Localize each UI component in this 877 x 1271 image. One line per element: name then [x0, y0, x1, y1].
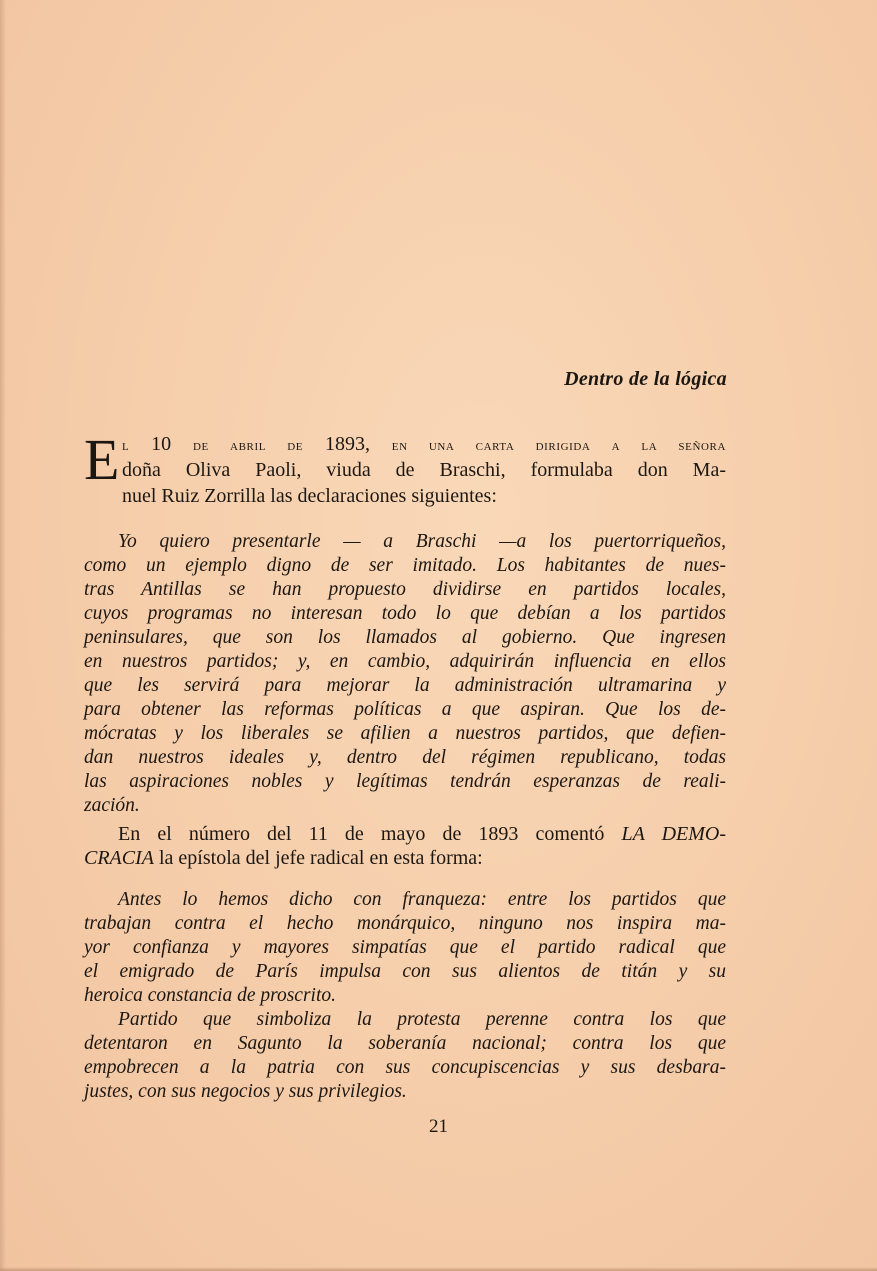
paragraph-text: la epístola del jefe radical en esta forma:	[159, 847, 483, 869]
paragraph-line-1	[84, 822, 726, 846]
section-title: Dentro de la lógica	[564, 368, 727, 390]
opening-line-3: nuel Ruiz Zorrilla las declaraciones siguientes:	[122, 485, 497, 507]
opening-number: 10	[151, 433, 172, 455]
page-number: 21	[429, 1116, 448, 1137]
quote-line: empobrecen a la patria con sus concupiscencias y sus desbara-	[84, 1057, 726, 1078]
newspaper-name-part-2: CRACIA	[84, 847, 154, 869]
opening-smallcaps-a: l	[122, 438, 130, 454]
opening-line-1	[122, 432, 726, 458]
quote-line: mócratas y los liberales se afilien a nuestros partidos, que defien-	[84, 723, 726, 744]
quote-line: heroica constancia de proscrito.	[84, 985, 337, 1006]
quote-line: Partido que simboliza la protesta perenne contra los que	[118, 1009, 726, 1030]
quote-line: cuyos programas no interesan todo lo que debían a los partidos	[84, 603, 726, 624]
paragraph-line-2	[84, 846, 726, 870]
quote-line: detentaron en Sagunto la soberanía nacional; contra los que	[84, 1033, 726, 1054]
quote-line: dan nuestros ideales y, dentro del régimen republicano, todas	[84, 747, 726, 768]
page-left-edge	[0, 0, 6, 1271]
quote-line: zación.	[84, 795, 140, 816]
quote-zorrilla	[84, 530, 726, 818]
quote-line: justes, con sus negocios y sus privilegios.	[84, 1081, 407, 1102]
quote-line: en nuestros partidos; y, en cambio, adquirirán influencia en ellos	[84, 651, 726, 672]
opening-smallcaps-c: en una carta dirigida a la señora	[391, 438, 727, 454]
opening-paragraph	[84, 427, 727, 516]
paragraph-text: En el número del 11 de mayo de 1893 comentó	[118, 823, 605, 845]
paragraph-democracia	[84, 822, 726, 870]
quote-line: como un ejemplo digno de ser imitado. Los habitantes de nues-	[84, 555, 726, 576]
quote-line: las aspiraciones nobles y legítimas tendrán esperanzas de reali-	[84, 771, 726, 792]
drop-cap: E	[84, 427, 120, 492]
quote-line: Antes lo hemos dicho con franqueza: entre los partidos que	[118, 889, 726, 910]
quote-line: Yo quiero presentarle — a Braschi —a los puertorriqueños,	[118, 531, 726, 552]
quote-democracia	[84, 888, 726, 1104]
quote-line: tras Antillas se han propuesto dividirse en partidos locales,	[84, 579, 726, 600]
opening-smallcaps-b: de abril de	[193, 438, 304, 454]
quote-line: que les servirá para mejorar la administración ultramarina y	[84, 675, 726, 696]
page-bottom-edge	[0, 1267, 877, 1271]
quote-line: yor confianza y mayores simpatías que el partido radical que	[84, 937, 726, 958]
newspaper-name-part-1: LA DEMO-	[621, 823, 727, 845]
quote-line: trabajan contra el hecho monárquico, ninguno nos inspira ma-	[84, 913, 726, 934]
quote-line: para obtener las reformas políticas a que aspiran. Que los de-	[84, 699, 726, 720]
quote-line: el emigrado de París impulsa con sus alientos de titán y su	[84, 961, 726, 982]
opening-year: 1893,	[324, 433, 370, 455]
opening-line-2: doña Oliva Paoli, viuda de Braschi, formulaba don Ma-	[122, 459, 726, 481]
quote-line: peninsulares, que son los llamados al gobierno. Que ingresen	[84, 627, 726, 648]
